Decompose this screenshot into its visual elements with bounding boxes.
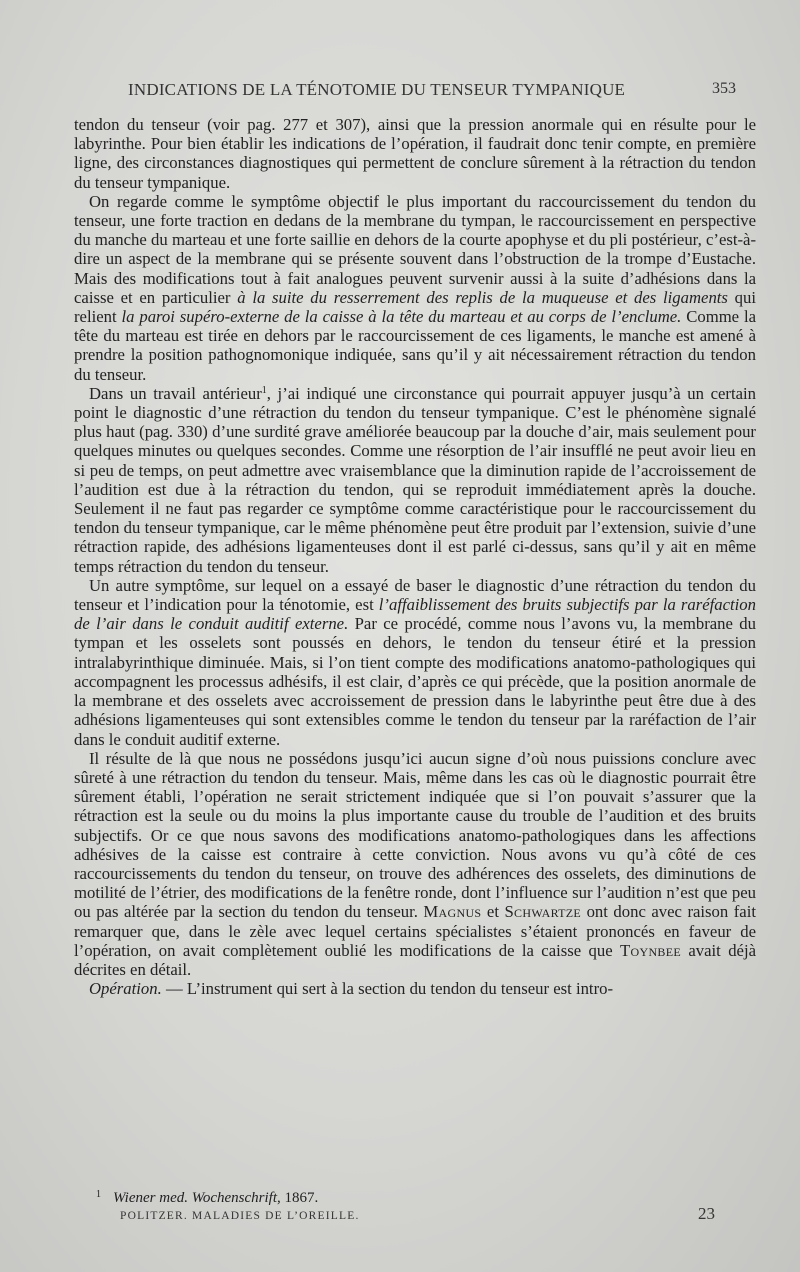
paragraph-1-text: tendon du tenseur (voir pag. 277 et 307), ainsi que la pression anormale qui en résulte pour le labyrinthe. Pour bien établir les indications de l’opération, il faudrait donc tenir compte, en première ligne, des circonstances diagnostiques qui permettent de conclure sûrement à la rétraction du tendon du tenseur tympanique. — [74, 115, 756, 192]
paragraph-5-text-a: Il résulte de là que nous ne possédons jusqu’ici aucun signe d’où nous puissions conclure avec sûreté à une rétraction du tendon du tenseur. Mais, même dans les cas où le diagnostic pourrait être sûrement établi, l’opération ne serait strictement indiquée que si l’on pouvait s’assurer que la rétraction est la seule ou du moins la plus importante cause du trouble de l’audition et des bruits subjectifs. Or ce que nous savons des modifications anatomo-pathologiques dans les affections adhésives de la caisse est contraire à cette conviction. Nous avons vu qu’à côté de ces raccourcissements du tendon du tenseur, on trouve des adhérences des osselets, des diminutions de motilité de l’étrier, des modifications de la fenêtre ronde, dont l’influence sur l’audition n’est que peu ou pas altérée par la section du tendon du tenseur. — [74, 748, 756, 922]
paragraph-6-text: — L’instrument qui sert à la section du tendon du tenseur est intro- — [161, 979, 614, 999]
paragraph-4-text-a: Un autre symptôme, sur lequel on a essayé de baser le diagnostic d’une rétraction du tendon du tenseur et l’indication pour la ténotomie, est — [74, 575, 756, 615]
page-number: 353 — [712, 80, 736, 97]
paragraph-2-text-b: qui relient — [74, 287, 756, 327]
author-name-toynbee: Toynbee — [620, 940, 681, 960]
footnote-reference[interactable]: 1 — [261, 384, 267, 396]
paragraph-2-italic: à la suite du resserrement des replis de la muqueuse et des ligaments — [237, 287, 728, 307]
running-head — [0, 80, 800, 104]
footnote-journal: Wiener med. Wochenschrift — [113, 1190, 277, 1206]
paragraph-2 — [74, 192, 756, 384]
paragraph-6 — [74, 979, 756, 998]
printer-signature: POLITZER. MALADIES DE L’OREILLE. — [120, 1210, 360, 1222]
paragraph-5-text-b: et — [481, 902, 505, 922]
paragraph-5-text-d: avait déjà décrites en détail. — [74, 940, 756, 979]
paragraph-2-text-c: Comme la tête du marteau est tirée en dehors par le raccourcissement de ces ligaments, le manche est amené à prendre la position pathognomonique indiquée, sans qu’il y ait nécessairement rétraction du tendon du tenseur. — [74, 307, 756, 384]
paragraph-4 — [74, 576, 756, 749]
paragraph-1 — [74, 115, 756, 192]
paragraph-4-italic: l’affaiblissement des bruits subjectifs par la raréfaction de l’air dans le conduit auditif externe. — [74, 595, 756, 634]
author-name-magnus: Magnus — [423, 902, 482, 922]
author-name-schwartze: Schwartze — [504, 902, 582, 922]
paragraph-3-text-a: Dans un travail antérieur — [89, 383, 262, 403]
paragraph-4-text-b: Par ce procédé, comme nous l’avons vu, la membrane du tympan et les osselets sont poussés en dehors, le tendon du tenseur étiré et la pression intralabyrinthique diminuée. Mais, si l’on tient compte des modifications anatomo-pathologiques qui accompagnent les processus adhésifs, il est clair, d’après ce qui précède, que la position anormale de la membrane et des osselets avec accroissement de pression dans le labyrinthe peut être due à des adhésions ligamenteuses qui sont extensibles comme le tendon du tenseur par la raréfaction de l’air dans le conduit auditif externe. — [74, 614, 756, 749]
running-title: INDICATIONS DE LA TÉNOTOMIE DU TENSEUR TYMPANIQUE — [128, 80, 626, 99]
paragraph-5-text-c: ont donc avec raison fait remarquer que, dans le zèle avec lequel certains spécialistes s’étaient prononcés en faveur de l’opération, on avait complètement oublié les modifications de la caisse que — [74, 902, 756, 960]
paragraph-5 — [74, 749, 756, 979]
footnote — [96, 1186, 696, 1207]
paragraph-3 — [74, 384, 756, 576]
paragraph-2-italic-2: la paroi supéro-externe de la caisse à la tête du marteau et au corps de l’enclume. — [121, 307, 682, 327]
body-text — [74, 115, 756, 998]
paragraph-3-text-b: , j’ai indiqué une circonstance qui pourrait appuyer jusqu’à un certain point le diagnostic d’une rétraction du tendon du tenseur tympanique. C’est le phénomène signalé plus haut (pag. 330) d’une surdité grave améliorée beaucoup par la douche d’air, mais seulement pour quelques minutes ou quelques secondes. Comme une résorption de l’air insufflé ne peut avoir lieu en si peu de temps, on peut admettre avec vraisemblance que la diminution rapide de l’accroissement de l’audition est due à la rétraction du tendon, qui se reproduit immédiatement après la douche. Seulement il ne faut pas regarder ce symptôme comme caractéristique pour le raccourcissement du tendon du tenseur tympanique, car le même phénomène peut être produit par l’extension, suivie d’une rétraction rapide, des adhésions ligamenteuses dont il est parlé ci-dessus, sans qu’il y ait en même temps rétraction du tendon du tenseur. — [74, 383, 757, 576]
footnote-year: , 1867. — [277, 1190, 319, 1206]
section-heading-operation: Opération. — [89, 979, 162, 999]
footnote-mark: 1 — [96, 1189, 101, 1200]
paragraph-2-text-a: On regarde comme le symptôme objectif le plus important du raccourcissement du tendon du tenseur, une forte traction en dedans de la membrane du tympan, le raccourcissement en perspective du manche du marteau et une forte saillie en dehors de la courte apophyse et du pli postérieur, c’est-à-dire un aspect de la membrane qui se présente souvent dans l’obstruction de la trompe d’Eustache. Mais des modifications tout à fait analogues peuvent survenir aussi à la suite d’adhésions dans la caisse et en particulier — [74, 191, 756, 307]
sheet-number: 23 — [698, 1204, 715, 1223]
